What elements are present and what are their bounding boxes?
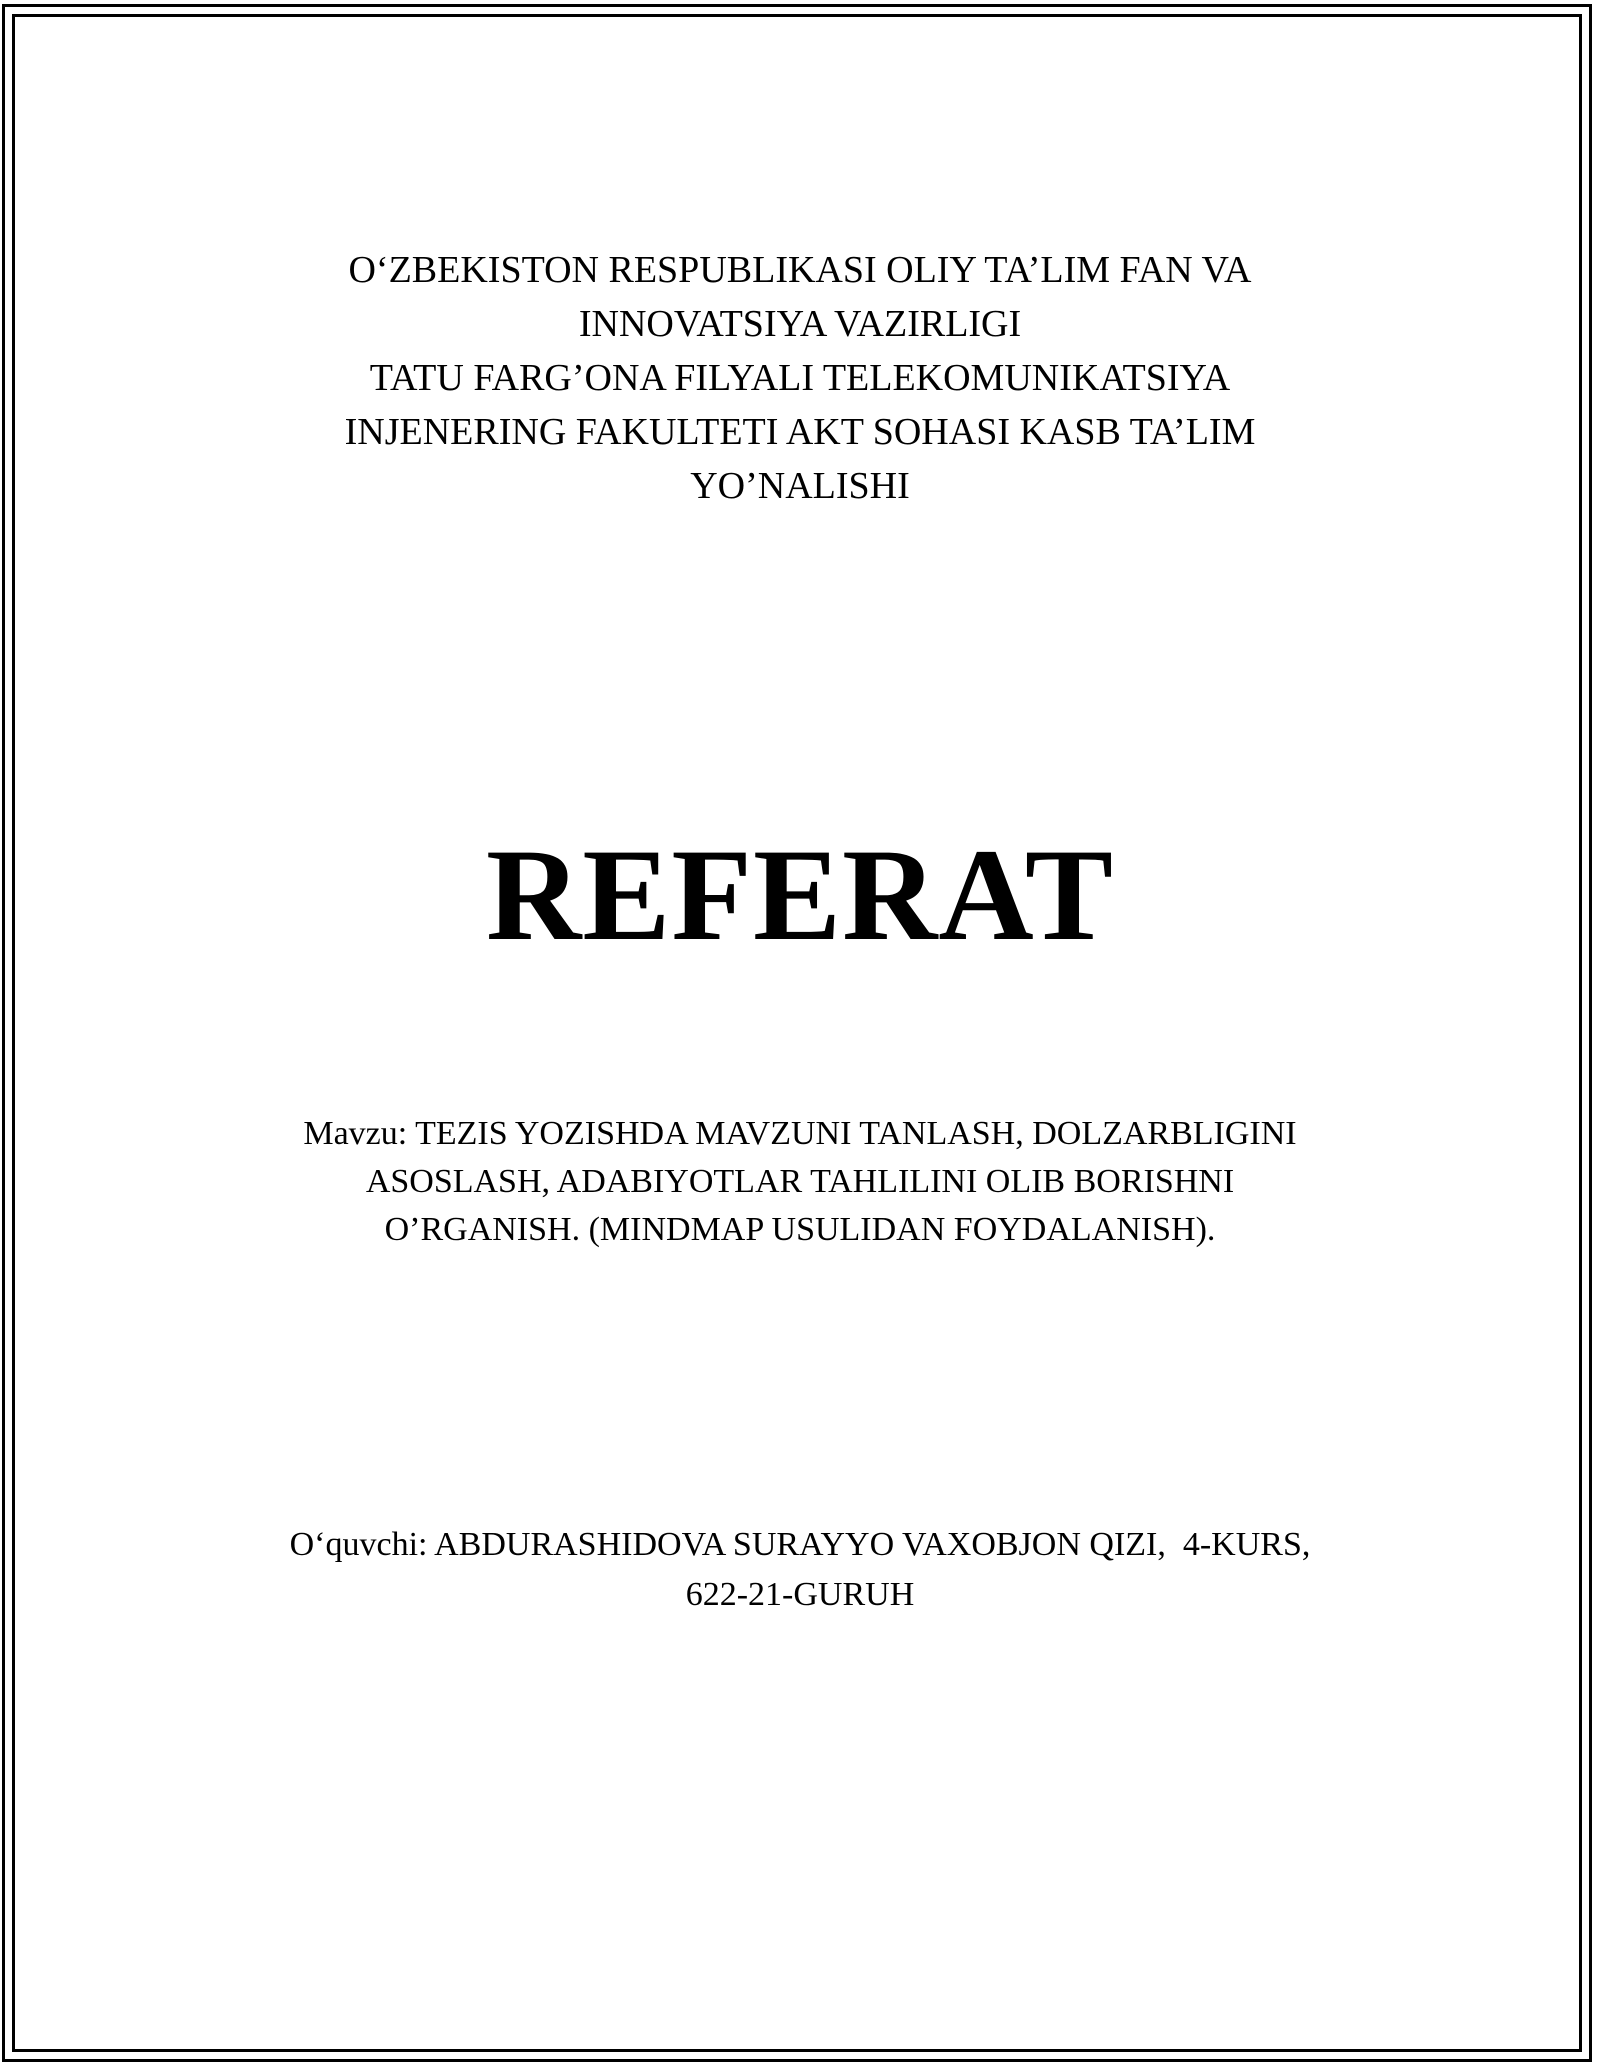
topic-block — [0, 1110, 1600, 1254]
topic-line: ASOSLASH, ADABIYOTLAR TAHLILINI OLIB BORISHNI — [365, 1163, 1235, 1200]
student-line: O‘quvchi: ABDURASHIDOVA SURAYYO VAXOBJON QIZI, 4-KURS, — [289, 1526, 1311, 1563]
topic-line: Mavzu: TEZIS YOZISHDA MAVZUNI TANLASH, DOLZARBLIGINI — [303, 1115, 1297, 1152]
header-line: INJENERING FAKULTETI AKT SOHASI KASB TA’LIM — [344, 411, 1256, 453]
student-line: 622-21-GURUH — [685, 1576, 915, 1613]
institution-header — [0, 243, 1600, 513]
topic-line: O’RGANISH. (MINDMAP USULIDAN FOYDALANISH). — [384, 1211, 1216, 1248]
header-line: O‘ZBEKISTON RESPUBLIKASI OLIY TA’LIM FAN VA — [348, 249, 1252, 291]
header-line: YO’NALISHI — [690, 465, 910, 507]
document-title: REFERAT — [486, 821, 1114, 968]
header-line: INNOVATSIYA VAZIRLIGI — [578, 303, 1022, 345]
header-line: TATU FARG’ONA FILYALI TELEKOMUNIKATSIYA — [369, 357, 1231, 399]
student-block — [0, 1520, 1600, 1620]
